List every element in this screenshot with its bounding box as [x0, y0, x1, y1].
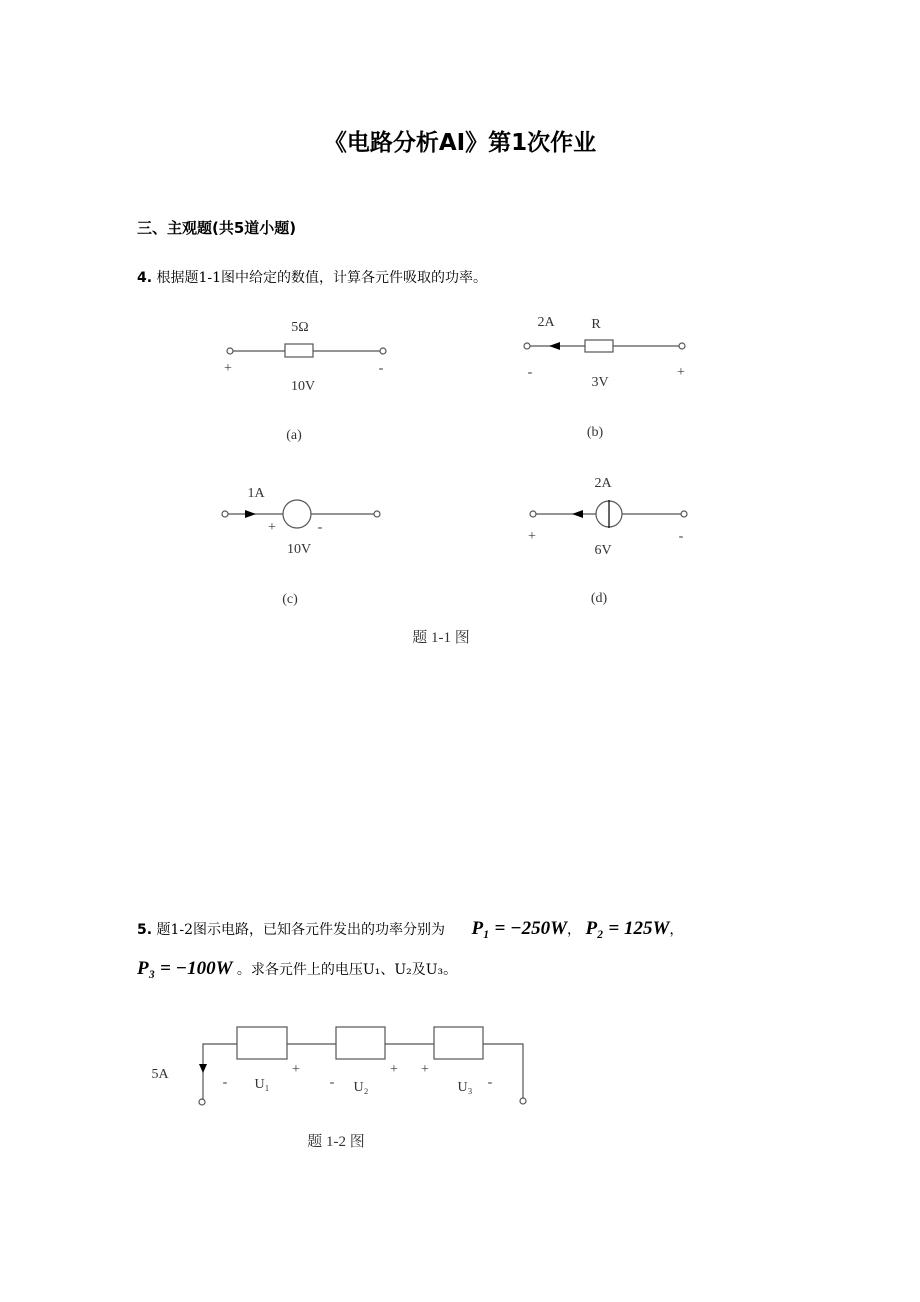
section-heading: 三、主观题(共5道小题) [137, 219, 297, 237]
label-current: 5A [151, 1067, 169, 1082]
label-d: (d) [590, 591, 608, 606]
label-resistance: 5Ω [291, 320, 309, 335]
label-u2: U₂ [353, 1080, 369, 1095]
question-5-line-2 [137, 958, 457, 980]
label-minus: - [222, 1075, 228, 1090]
label-resistor: R [591, 317, 601, 332]
arrow-right-icon [245, 510, 256, 518]
arrow-down-icon [199, 1064, 207, 1073]
label-plus: + [528, 529, 536, 544]
label-a: (a) [286, 428, 302, 443]
figure-caption: 题 1-1 图 [412, 630, 470, 646]
question-number: 5. [137, 922, 153, 938]
label-plus: + [421, 1062, 429, 1077]
separator: ， [566, 922, 581, 938]
label-minus: - [329, 1075, 335, 1090]
question-number: 4. [137, 270, 153, 286]
label-plus: + [292, 1062, 300, 1077]
label-minus: - [678, 529, 684, 544]
label-b: (b) [586, 425, 604, 440]
label-plus: + [268, 520, 276, 535]
label-minus: - [487, 1075, 493, 1090]
label-minus: - [378, 361, 384, 376]
formula-p3: P₃ = −100W [137, 958, 233, 979]
label-minus: - [317, 520, 323, 535]
label-u3: U₃ [457, 1080, 473, 1095]
formula-p1: P₁ = −250W [471, 918, 567, 939]
label-c: (c) [282, 592, 298, 607]
formula-p2: P₂ = 125W [585, 918, 670, 939]
label-plus: + [390, 1062, 398, 1077]
label-voltage: 3V [591, 375, 609, 390]
label-plus: + [677, 365, 685, 380]
label-current: 1A [247, 486, 265, 501]
separator: ， [669, 922, 684, 938]
label-voltage: 10V [290, 379, 316, 394]
question-5-line-1 [137, 918, 683, 940]
label-voltage: 10V [286, 542, 312, 557]
question-text: 。求各元件上的电压U₁、U₂及U₃。 [236, 962, 458, 978]
arrow-left-icon [549, 342, 560, 350]
arrow-left-icon [572, 510, 583, 518]
page-title: 《电路分析AI》第1次作业 [323, 130, 597, 156]
label-current: 2A [594, 476, 612, 491]
question-text: 根据题1-1图中给定的数值，计算各元件吸取的功率。 [156, 270, 488, 286]
figure-caption: 题 1-2 图 [307, 1134, 365, 1150]
label-plus: + [224, 361, 232, 376]
label-u1: U₁ [254, 1077, 270, 1092]
question-text: 题1-2图示电路，已知各元件发出的功率分别为 [156, 922, 446, 938]
label-current: 2A [537, 315, 555, 330]
label-minus: - [527, 365, 533, 380]
label-voltage: 6V [594, 543, 612, 558]
